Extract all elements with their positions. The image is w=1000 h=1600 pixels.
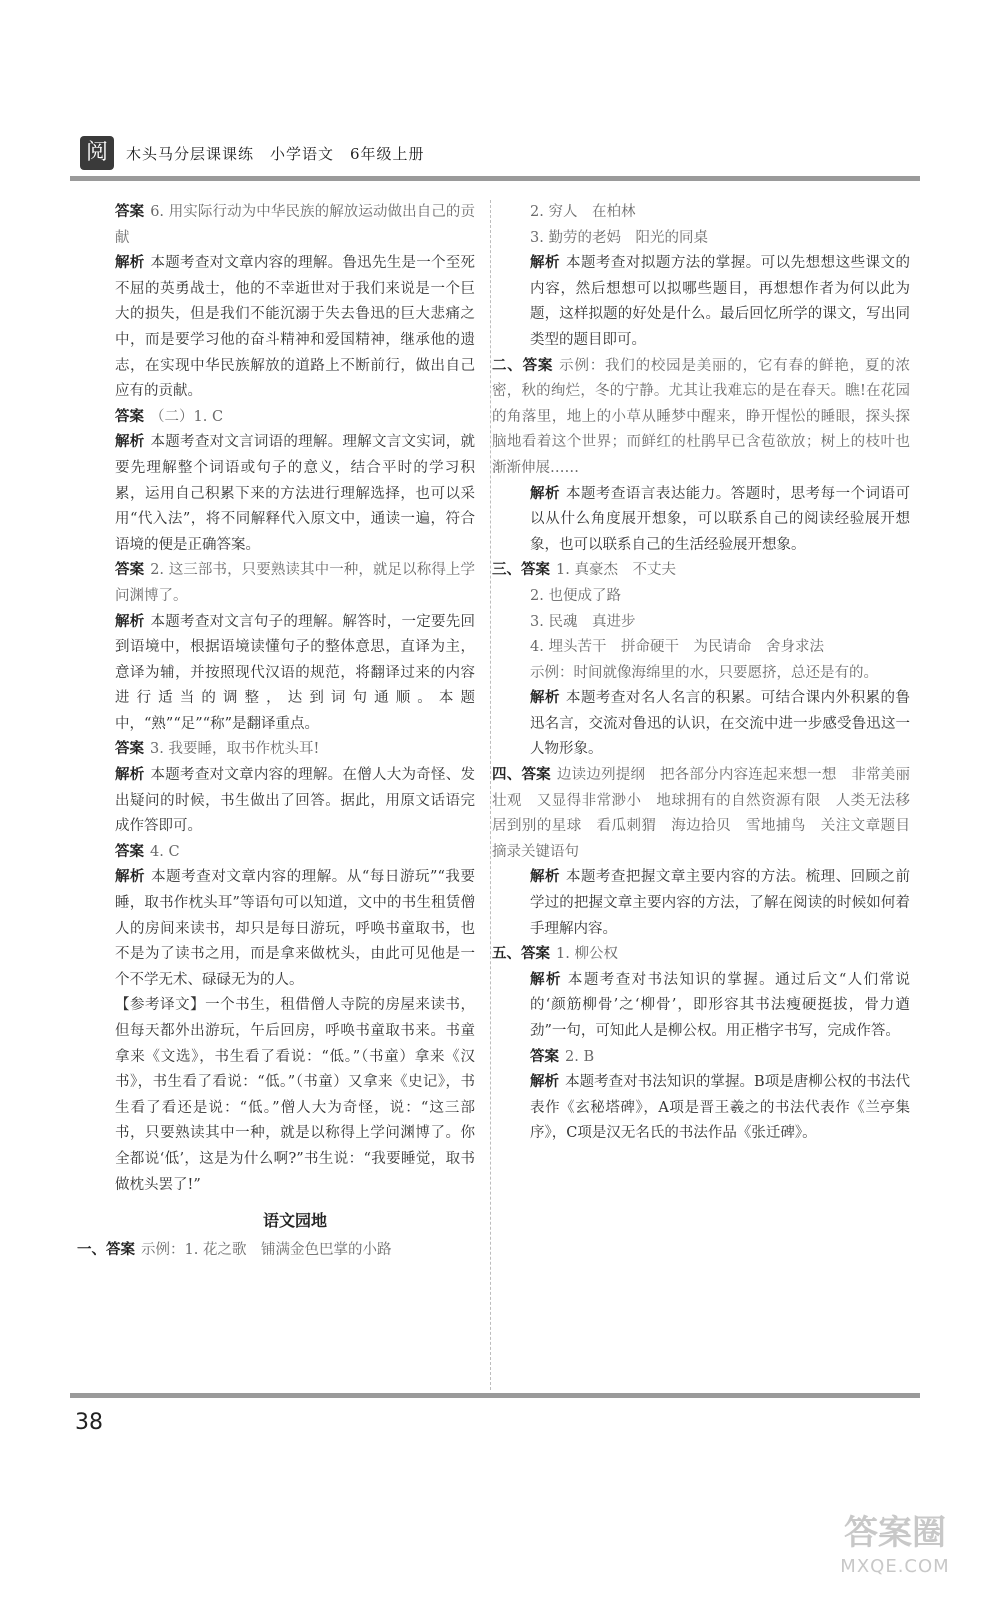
answer-block: 答案 2. B <box>530 1048 595 1065</box>
analysis-block: 解析 本题考查对书法知识的掌握。通过后文“人们常说的‘颜筋柳骨’之‘柳骨’，即形容其书法瘦硬挺拔，骨力遒劲”一句，可知此人是柳公权。用正楷字书写，完成作答。 <box>530 971 911 1039</box>
answer-block: 答案 4. C <box>115 843 180 860</box>
answer-block: 答案 3. 我要睡，取书作枕头耳! <box>115 741 320 758</box>
section-one-answer: 一、答案 示例：1. 花之歌 铺满金色巴掌的小路 <box>77 1241 392 1258</box>
answer-line: 3. 勤劳的老妈 阳光的同桌 <box>530 229 708 246</box>
book-logo-icon: 阅 <box>80 136 114 170</box>
analysis-block: 解析 本题考查对文言句子的理解。解答时，一定要先回到语境中，根据语境读懂句子的整体意思，直译为主，意译为辅，并按照现代汉语的规范，将翻译过来的内容进行适当的调整，达到词句通顺。本题中，“熟”“足”“称”是翻译重点。 <box>115 613 476 732</box>
analysis-block: 解析 本题考查把握文章主要内容的方法。梳理、回顾之前学过的把握文章主要内容的方法，了解在阅读的时候如何着手理解内容。 <box>530 869 911 937</box>
analysis-block: 解析 本题考查对书法知识的掌握。B项是唐柳公权的书法代表作《玄秘塔碑》，A项是晋王羲之的书法代表作《兰亭集序》，C项是汉无名氏的书法作品《张迁碑》。 <box>530 1074 911 1142</box>
reference-translation: 【参考译文】一个书生，租借僧人寺院的房屋来读书，但每天都外出游玩，午后回房，呼唤书童取书来。书童拿来《文选》，书生看了看说：“低。”（书童）拿来《汉书》，书生看了看说：“低。”（书童）又拿来《史记》，书生看了看还是说：“低。”僧人大为奇怪，说：“这三部书，只要熟读其中一种，就是以称得上学问渊博了。你全都说‘低’，这是为什么啊?”书生说：“我要睡觉，取书做枕头罢了!” <box>115 997 475 1193</box>
answer-line: 示例：时间就像海绵里的水，只要愿挤，总还是有的。 <box>530 664 878 681</box>
answer-block: 答案 （二）1. C <box>115 408 224 425</box>
watermark-logo: 答案圈 <box>844 1513 946 1553</box>
analysis-block: 解析 本题考查语言表达能力。答题时，思考每一个词语可以从什么角度展开想象，可以联系自己的阅读经验展开想象，也可以联系自己的生活经验展开想象。 <box>530 485 911 553</box>
answer-block: 答案 6. 用实际行动为中华民族的解放运动做出自己的贡献 <box>115 204 475 246</box>
page-number: 38 <box>75 1410 103 1435</box>
analysis-block: 解析 本题考查对名人名言的积累。可结合课内外积累的鲁迅名言，交流对鲁迅的认识，在交流中进一步感受鲁迅这一人物形象。 <box>530 690 911 758</box>
footer-rule <box>70 1393 920 1398</box>
right-column <box>492 200 925 1147</box>
column-divider <box>490 200 491 1390</box>
header-title: 木头马分层课课练 小学语文 6年级上册 <box>126 145 425 163</box>
watermark-url: MXQE.COM <box>840 1556 950 1577</box>
site-watermark <box>810 1510 980 1590</box>
answer-line: 2. 也便成了路 <box>530 587 621 604</box>
answer-line: 4. 埋头苦干 拼命硬干 为民请命 舍身求法 <box>530 639 824 656</box>
analysis-block: 解析 本题考查对文章内容的理解。鲁迅先生是一个至死不屈的英勇战士，他的不幸逝世对于我们来说是一个巨大的损失，但是我们不能沉溺于失去鲁迅的巨大悲痛之中，而是要学习他的奋斗精神和爱国精神，继承他的遗志，在实现中华民族解放的道路上不断前行，做出自己应有的贡献。 <box>115 255 476 400</box>
section-five-answer: 五、答案 1. 柳公权 <box>492 946 618 963</box>
analysis-block: 解析 本题考查对文章内容的理解。从“每日游玩”“我要睡，取书作枕头耳”等语句可以知道，文中的书生租赁僧人的房间来读书，却只是每日游玩，呼唤书童取书，也不是为了读书之用，而是拿来做枕头，由此可见他是一个不学无术、碌碌无为的人。 <box>115 869 475 988</box>
header-rule <box>70 176 920 181</box>
page-header <box>70 120 920 180</box>
section-two-answer: 二、答案 示例：我们的校园是美丽的，它有春的鲜艳，夏的浓密，秋的绚烂，冬的宁静。尤其让我难忘的是在春天。瞧!在花园的角落里，地上的小草从睡梦中醒来，睁开惺忪的睡眼，探头探脑地看着这个世界；而鲜红的杜鹃早已含苞欲放；树上的枝叶也渐渐伸展…… <box>492 357 911 476</box>
analysis-block: 解析 本题考查对文章内容的理解。在僧人大为奇怪、发出疑问的时候，书生做出了回答。据此，用原文话语完成作答即可。 <box>115 767 476 835</box>
analysis-block: 解析 本题考查对拟题方法的掌握。可以先想想这些课文的内容，然后想想可以拟哪些题目，再想想作者为何以此为题，这样拟题的好处是什么。最后回忆所学的课文，写出同类型的题目即可。 <box>530 255 911 348</box>
answer-line: 2. 穷人 在柏林 <box>530 204 636 220</box>
analysis-block: 解析 本题考查对文言词语的理解。理解文言文实词，就要先理解整个词语或句子的意义，结合平时的学习积累，运用自己积累下来的方法进行理解选择，也可以采用“代入法”，将不同解释代入原文中，通读一遍，符合语境的便是正确答案。 <box>115 434 476 553</box>
answer-block: 答案 2. 这三部书，只要熟读其中一种，就足以称得上学问渊博了。 <box>115 562 475 604</box>
section-heading: 语文园地 <box>262 1211 327 1231</box>
section-four-answer: 四、答案 边读边列提纲 把各部分内容连起来想一想 非常美丽壮观 又显得非常渺小 地球拥有的自然资源有限 人类无法移居到别的星球 看瓜刺猬 海边拾贝 雪地捕鸟 关注文章题目 摘录关键语句 <box>492 767 925 860</box>
left-column <box>77 200 476 1263</box>
section-three-answer: 三、答案 1. 真豪杰 不丈夫 <box>492 562 676 579</box>
answer-line: 3. 民魂 真进步 <box>530 613 636 630</box>
